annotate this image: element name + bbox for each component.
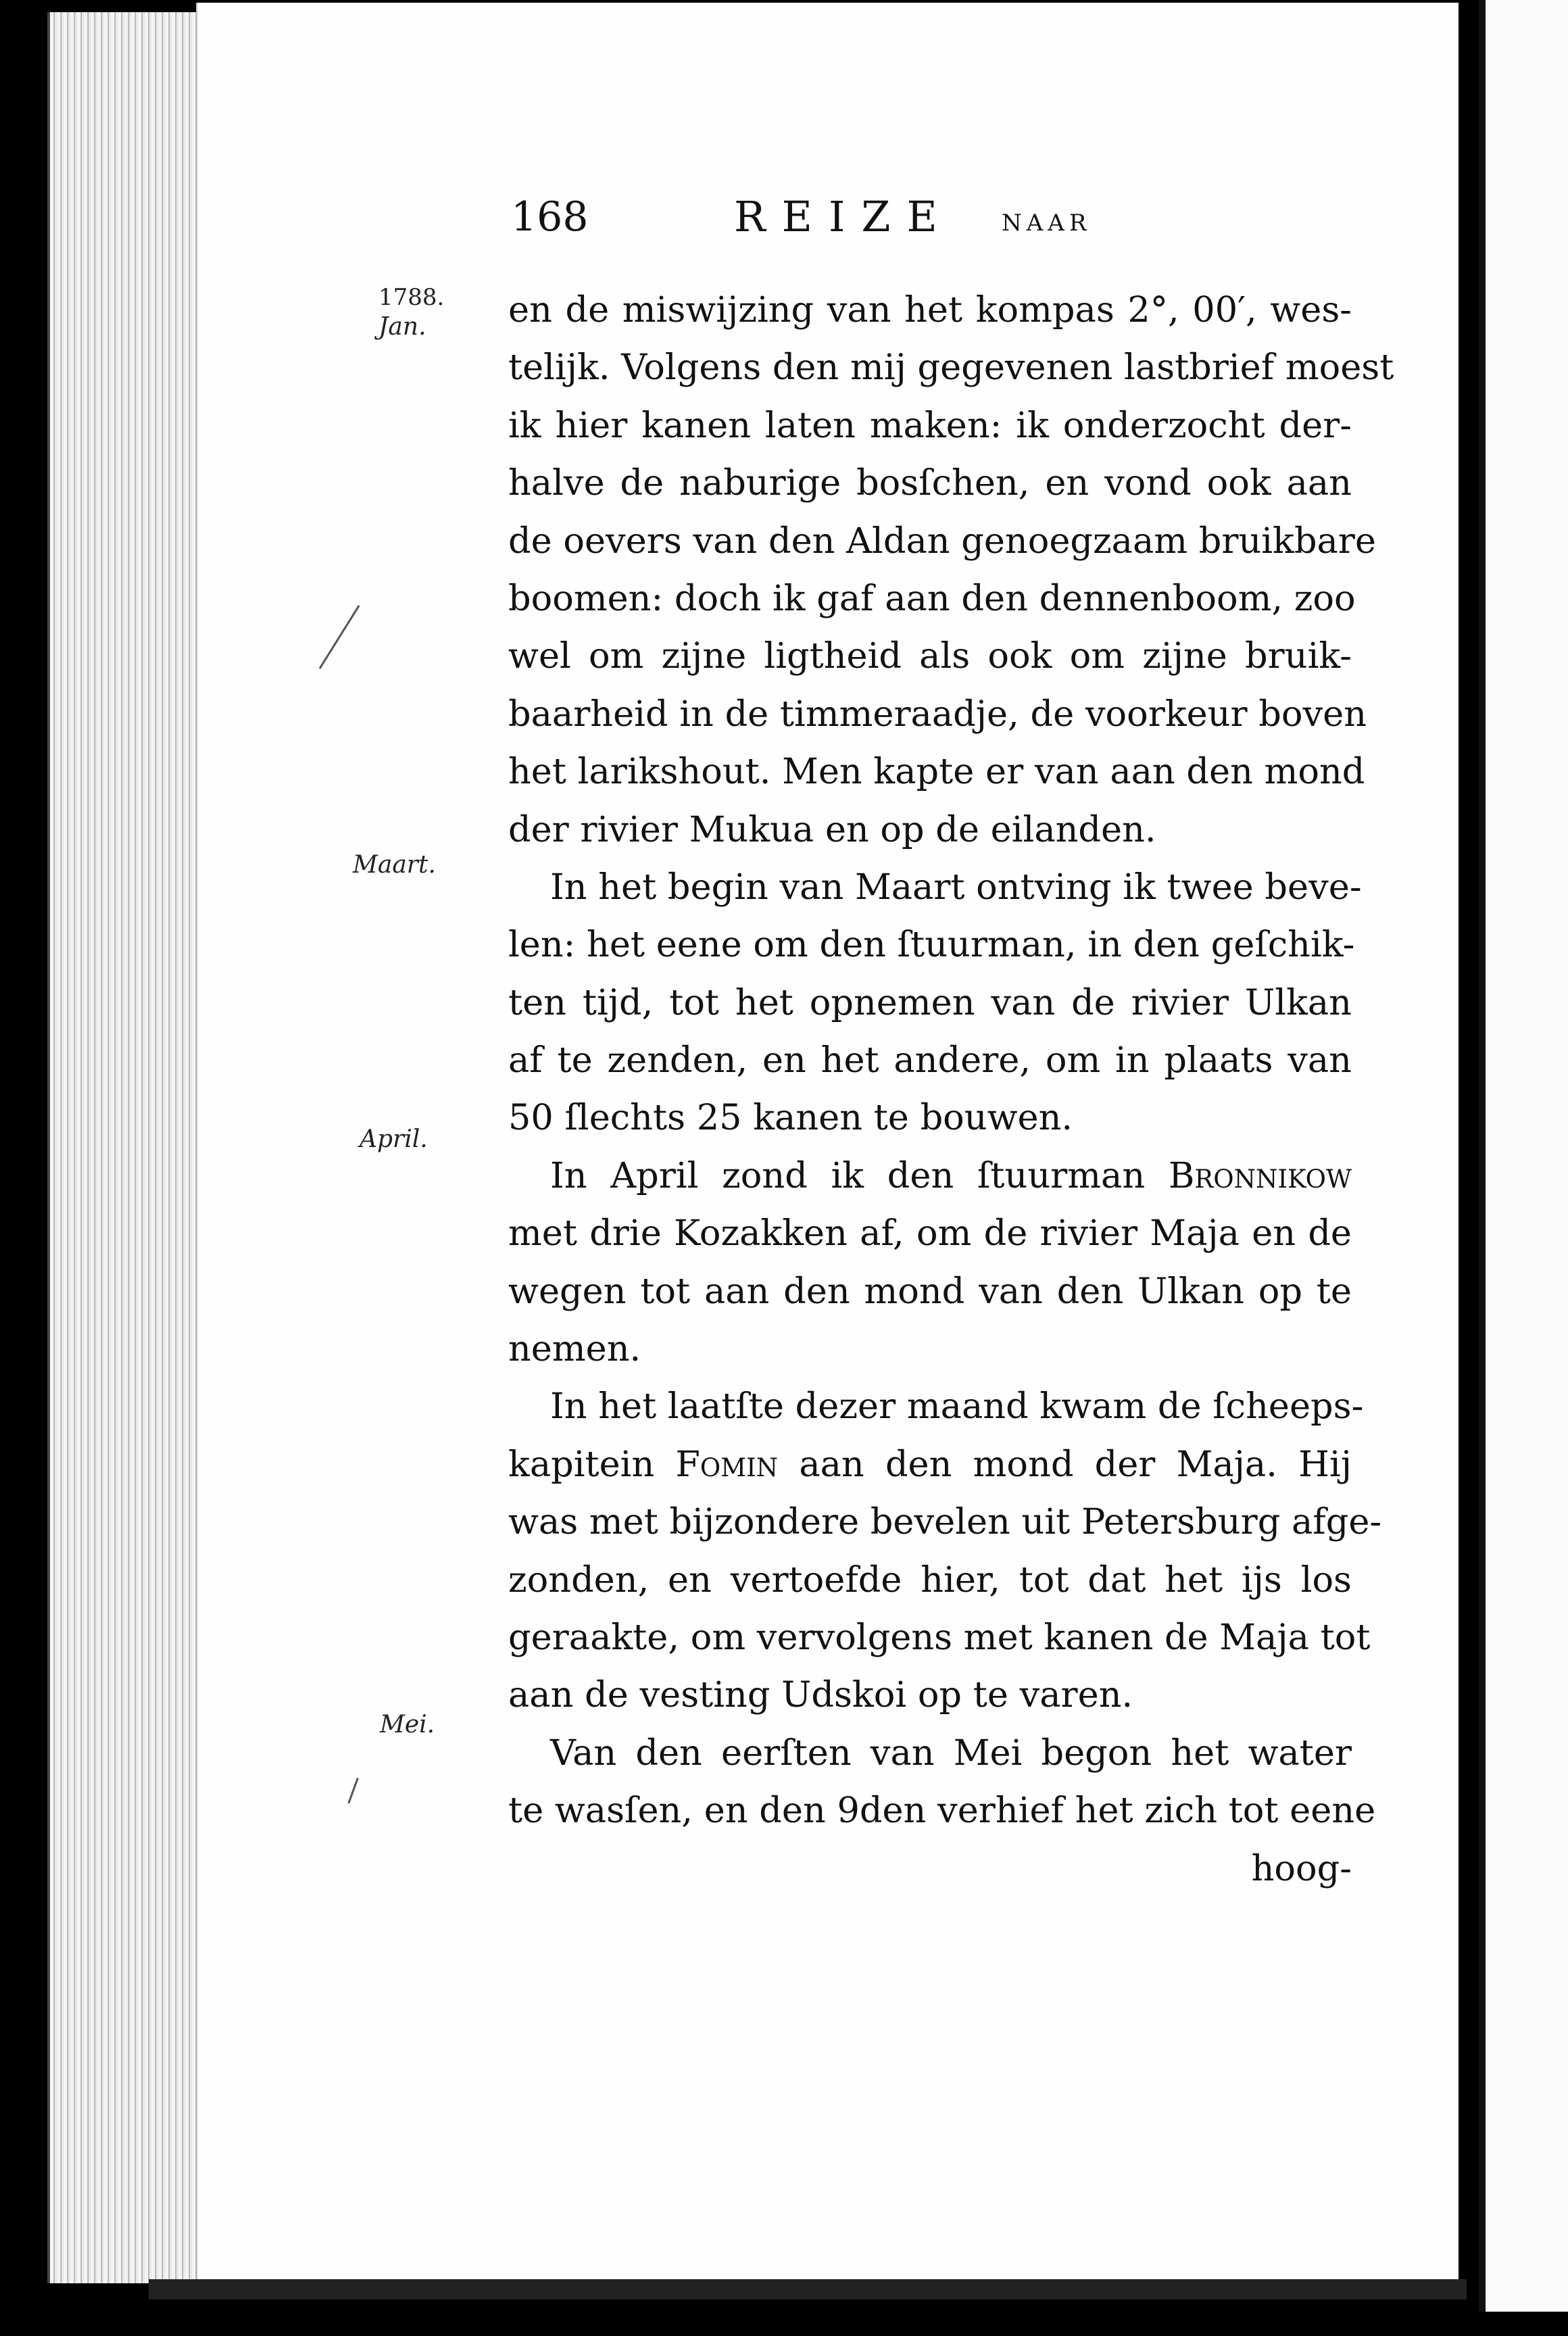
margin-note-maart: Maart.: [353, 851, 436, 879]
text-line-with-name: [508, 1147, 1352, 1204]
text-line: ik hier kanen laten maken: ik onderzocht der-: [508, 404, 1352, 446]
running-subtitle: NAAR: [1002, 210, 1092, 237]
body-text: [508, 281, 1394, 1897]
text-line: ten tijd, tot het opnemen van de rivier Ulkan: [508, 981, 1352, 1023]
text-line: de oevers van den Aldan genoegzaam bruikbare: [508, 520, 1376, 562]
catchword: hoog-: [1251, 1847, 1352, 1889]
person-name: Bronnikow: [1168, 1154, 1352, 1196]
margin-note-april: April.: [360, 1125, 428, 1153]
text-line: nemen.: [508, 1328, 641, 1370]
margin-month-jan: Jan.: [378, 313, 426, 341]
page-edges: [47, 12, 212, 2283]
text-line: der rivier Mukua en op de eilanden.: [508, 808, 1156, 850]
text-line: halve de naburige bosſchen, en vond ook aan: [508, 462, 1352, 504]
text-line: In het begin van Maart ontving ik twee beve-: [550, 866, 1362, 908]
text-fragment: aan den mond der Maja. Hij: [799, 1443, 1352, 1485]
text-line: Van den eerſten van Mei begon het water: [550, 1732, 1352, 1774]
text-line: aan de vesting Udskoi op te varen.: [508, 1674, 1133, 1716]
text-line-with-name: [508, 1436, 1352, 1493]
page-number: 168: [511, 193, 589, 241]
text-line: telijk. Volgens den mij gegevenen lastbrief moest: [508, 347, 1394, 389]
text-line: wegen tot aan den mond van den Ulkan op te: [508, 1270, 1352, 1312]
text-line: zonden, en vertoefde hier, tot dat het ijs los: [508, 1559, 1352, 1601]
text-line: af te zenden, en het andere, om in plaats van: [508, 1040, 1352, 1081]
text-line: 50 ſlechts 25 kanen te bouwen.: [508, 1097, 1073, 1139]
text-line: boomen: doch ik gaf aan den dennenboom, zoo: [508, 577, 1356, 619]
text-line: baarheid in de timmeraadje, de voorkeur boven: [508, 693, 1367, 735]
running-head: [511, 193, 1187, 254]
text-line: te wasſen, en den 9den verhief het zich tot eene: [508, 1790, 1376, 1832]
text-line: het larikshout. Men kapte er van aan den mond: [508, 751, 1365, 793]
facing-page-edge: [1479, 0, 1568, 2312]
text-line: len: het eene om den ſtuurman, in den geſchik-: [508, 924, 1355, 966]
text-line: was met bijzondere bevelen uit Petersburg afge-: [508, 1501, 1382, 1543]
bottom-shadow: [149, 2279, 1467, 2300]
text-line: en de miswijzing van het kompas 2°, 00′, wes-: [508, 289, 1352, 331]
text-line: wel om zijne ligtheid als ook om zijne bruik-: [508, 635, 1352, 677]
text-line: met drie Kozakken af, om de rivier Maja en de: [508, 1213, 1352, 1255]
margin-note-mei: Mei.: [380, 1711, 435, 1738]
running-title: REIZE: [734, 192, 954, 241]
text-fragment: In April zond ik den ſtuurman: [550, 1154, 1146, 1196]
text-line: geraakte, om vervolgens met kanen de Maja tot: [508, 1616, 1371, 1658]
text-fragment: kapitein: [508, 1443, 655, 1485]
text-line: In het laatſte dezer maand kwam de ſcheeps-: [550, 1386, 1364, 1428]
margin-year: 1788.: [378, 284, 445, 311]
margin-note-jan: [378, 283, 444, 342]
person-name: Fomin: [675, 1443, 779, 1485]
